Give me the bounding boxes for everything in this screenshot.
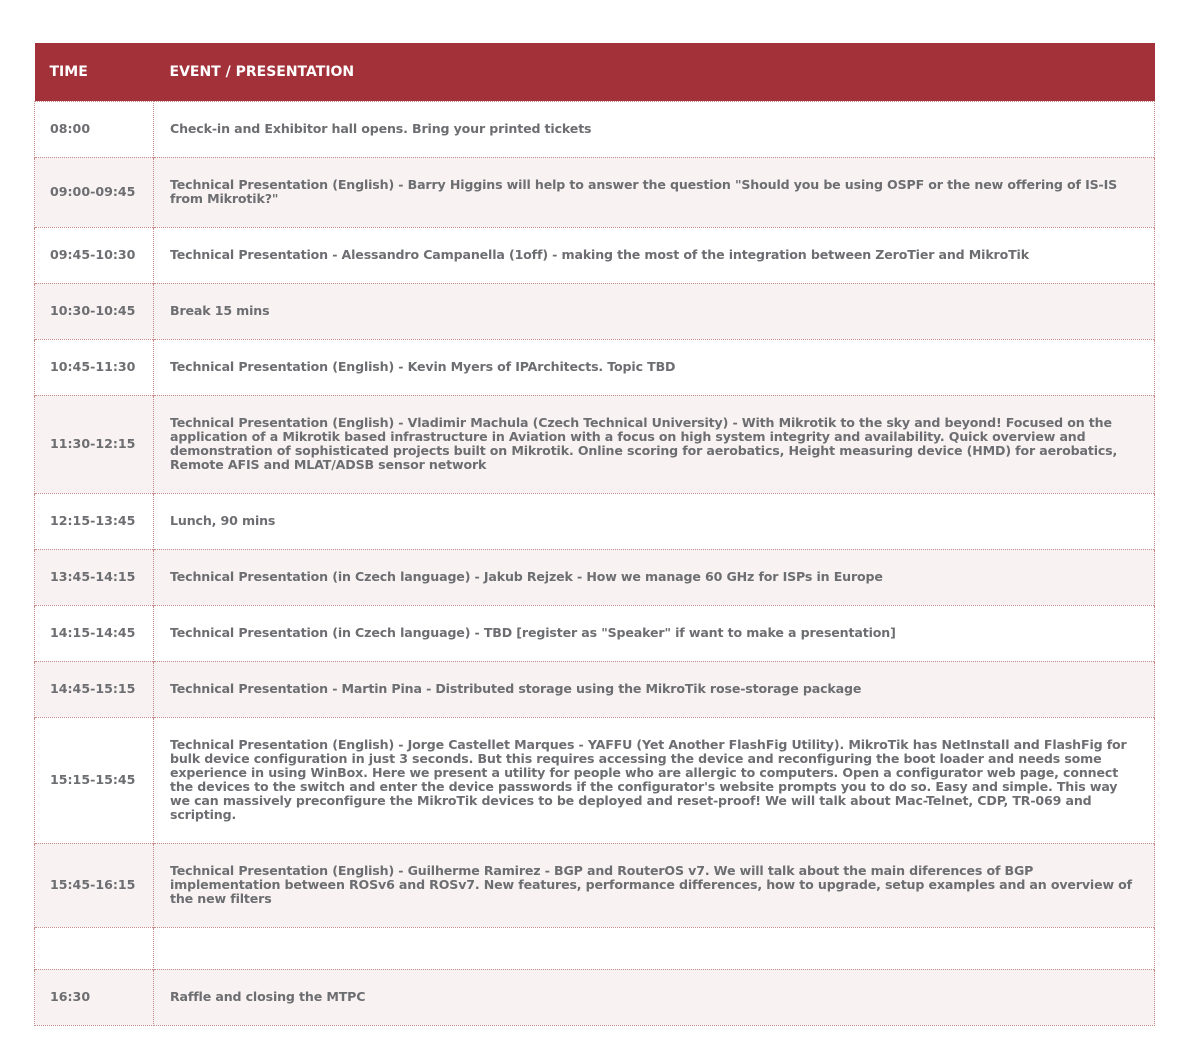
event-cell: Technical Presentation (English) - Kevin Myers of IPArchitects. Topic TBD <box>154 339 1155 395</box>
table-row <box>35 717 1155 843</box>
table-row <box>35 605 1155 661</box>
header-row <box>35 43 1155 101</box>
event-cell: Technical Presentation (English) - Guilherme Ramirez - BGP and RouterOS v7. We will talk about the main diferences of BGP implementation between ROSv6 and ROSv7. New features, performance differences, how to upgrade, setup examples and an overview of the new filters <box>154 843 1155 927</box>
time-cell: 13:45-14:15 <box>35 549 154 605</box>
table-row <box>35 101 1155 157</box>
table-row <box>35 395 1155 493</box>
table-row <box>35 227 1155 283</box>
event-cell: Raffle and closing the MTPC <box>154 969 1155 1025</box>
time-cell <box>35 927 154 969</box>
event-cell: Technical Presentation (English) - Barry Higgins will help to answer the question "Should you be using OSPF or the new offering of IS-IS from Mikrotik?" <box>154 157 1155 227</box>
time-cell: 16:30 <box>35 969 154 1025</box>
table-row <box>35 549 1155 605</box>
time-cell: 14:15-14:45 <box>35 605 154 661</box>
table-row <box>35 661 1155 717</box>
event-cell: Technical Presentation (in Czech language) - Jakub Rejzek - How we manage 60 GHz for ISPs in Europe <box>154 549 1155 605</box>
time-column-header: TIME <box>35 43 154 101</box>
time-cell: 12:15-13:45 <box>35 493 154 549</box>
table-row <box>35 283 1155 339</box>
table-row <box>35 969 1155 1025</box>
time-cell: 09:00-09:45 <box>35 157 154 227</box>
schedule-header <box>35 43 1155 101</box>
event-cell: Technical Presentation - Alessandro Campanella (1off) - making the most of the integration between ZeroTier and MikroTik <box>154 227 1155 283</box>
schedule-table <box>34 43 1155 1026</box>
event-cell: Technical Presentation - Martin Pina - Distributed storage using the MikroTik rose-storage package <box>154 661 1155 717</box>
table-row <box>35 843 1155 927</box>
event-cell: Technical Presentation (English) - Vladimir Machula (Czech Technical University) - With Mikrotik to the sky and beyond! Focused on the application of a Mikrotik based infrastructure in Aviation with a focus on high system integrity and availability. Quick overview and demonstration of sophisticated projects built on Mikrotik. Online scoring for aerobatics, Height measuring device (HMD) for aerobatics, Remote AFIS and MLAT/ADSB sensor network <box>154 395 1155 493</box>
event-cell: Technical Presentation (English) - Jorge Castellet Marques - YAFFU (Yet Another FlashFig Utility). MikroTik has NetInstall and FlashFig for bulk device configuration in just 3 seconds. But this requires accessing the device and reconfiguring the boot loader and needs some experience in using WinBox. Here we present a utility for people who are allergic to computers. Open a configurator web page, connect the devices to the switch and enter the device passwords if the configurator's website prompts you to do so. Easy and simple. This way we can massively preconfigure the MikroTik devices to be deployed and reset-proof! We will talk about Mac-Telnet, CDP, TR-069 and scripting. <box>154 717 1155 843</box>
event-cell: Check-in and Exhibitor hall opens. Bring your printed tickets <box>154 101 1155 157</box>
event-cell: Lunch, 90 mins <box>154 493 1155 549</box>
event-column-header: EVENT / PRESENTATION <box>154 43 1155 101</box>
table-row <box>35 157 1155 227</box>
time-cell: 10:30-10:45 <box>35 283 154 339</box>
schedule-body <box>35 101 1155 1025</box>
time-cell: 10:45-11:30 <box>35 339 154 395</box>
event-cell <box>154 927 1155 969</box>
table-row <box>35 339 1155 395</box>
time-cell: 08:00 <box>35 101 154 157</box>
table-row <box>35 927 1155 969</box>
time-cell: 15:45-16:15 <box>35 843 154 927</box>
table-row <box>35 493 1155 549</box>
event-cell: Technical Presentation (in Czech language) - TBD [register as "Speaker" if want to make a presentation] <box>154 605 1155 661</box>
event-cell: Break 15 mins <box>154 283 1155 339</box>
time-cell: 11:30-12:15 <box>35 395 154 493</box>
time-cell: 09:45-10:30 <box>35 227 154 283</box>
time-cell: 14:45-15:15 <box>35 661 154 717</box>
time-cell: 15:15-15:45 <box>35 717 154 843</box>
